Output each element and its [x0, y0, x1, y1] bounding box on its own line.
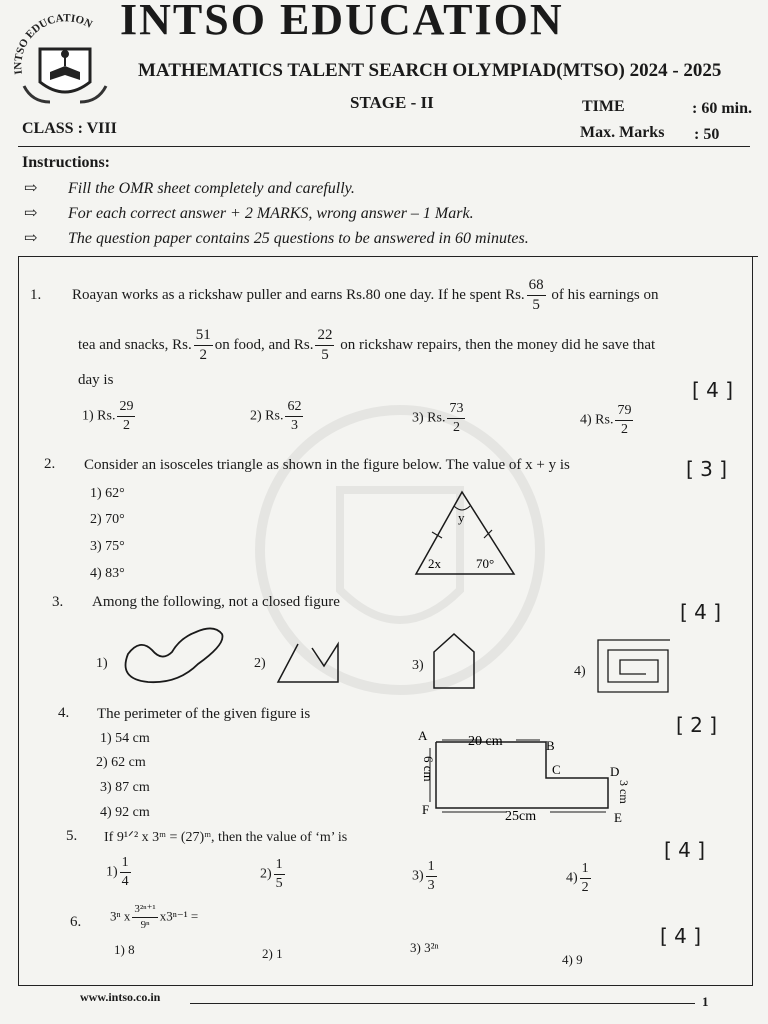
instruction-item: ⇨ Fill the OMR sheet completely and carefully.: [24, 180, 355, 197]
option-4: 4) Rs. $\frac{79}{2}$: [580, 403, 632, 437]
option-4: 4) 9: [562, 952, 583, 967]
question-1-line-1: Roayan works as a rickshaw puller and earns Rs.80 one day. If he spent Rs. $\frac{68}{5}$ of his earnings on: [72, 277, 659, 313]
time-value: : 60 min.: [692, 100, 752, 117]
label-E: E: [614, 810, 622, 825]
time-label: TIME: [582, 98, 625, 115]
question-number: 2.: [44, 456, 56, 472]
instruction-item: ⇨ The question paper contains 25 questions to be answered in 60 minutes.: [24, 230, 529, 247]
spiral-figure: [594, 636, 674, 696]
option-2: 2) 62 cm: [96, 755, 146, 770]
question-1-line-3: day is: [78, 372, 114, 388]
label-70: 70°: [476, 556, 495, 571]
question-4-text: The perimeter of the given figure is: [97, 706, 311, 722]
answer-mark: [ 4 ]: [692, 378, 734, 402]
option-2: 2) $\frac{1}{5}$: [260, 857, 283, 891]
option-4: 4): [574, 664, 586, 679]
option-3: 3) 3²ⁿ: [410, 940, 439, 955]
option-4: 4) $\frac{1}{2}$: [566, 861, 589, 895]
logo-text: INTSO EDUCATION: [12, 14, 95, 76]
answer-mark: [ 4 ]: [680, 600, 722, 624]
question-box-left: [18, 256, 19, 986]
question-2-text: Consider an isosceles triangle as shown in the figure below. The value of x + y is: [84, 457, 570, 473]
perimeter-figure: [410, 728, 640, 826]
instruction-item: ⇨ For each correct answer + 2 MARKS, wrong answer – 1 Mark.: [24, 205, 474, 222]
option-1: 1) $\frac{1}{4}$: [106, 855, 129, 889]
question-number: 4.: [58, 705, 70, 721]
question-5-text: If 9¹ᐟ² x 3ᵐ = (27)ᵐ, then the value of ‘m’ is: [104, 830, 348, 845]
class-label: CLASS : VIII: [22, 120, 117, 137]
label-3cm: 3 cm: [617, 780, 631, 804]
label-F: F: [422, 802, 430, 817]
label-20cm: 20 cm: [468, 734, 503, 749]
question-box-right: [752, 256, 753, 986]
arrow-right-icon: ⇨: [24, 230, 38, 247]
option-2: 2) 1: [262, 946, 283, 961]
label-6cm: 6 cm: [421, 756, 436, 782]
answer-mark: [ 4 ]: [660, 924, 702, 948]
arrow-right-icon: ⇨: [24, 180, 38, 197]
option-3: 3) 87 cm: [100, 780, 150, 795]
exam-subtitle: MATHEMATICS TALENT SEARCH OLYMPIAD(MTSO) 2024 - 2025: [138, 60, 722, 81]
footer-website: www.intso.co.in: [80, 990, 161, 1004]
page-title: INTSO EDUCATION: [120, 0, 564, 44]
closed-curve-figure: [118, 624, 230, 688]
label-B: B: [546, 738, 555, 753]
option-1: 1) 62°: [90, 486, 125, 501]
marks-label: Max. Marks: [580, 124, 665, 141]
option-4: 4) 92 cm: [100, 805, 150, 820]
instructions-heading: Instructions:: [22, 154, 111, 171]
label-D: D: [610, 764, 620, 779]
label-25cm: 25cm: [505, 809, 537, 824]
option-2: 2) Rs. $\frac{62}{3}$: [250, 399, 302, 433]
question-box-bottom: [18, 985, 753, 986]
option-3: 3) Rs. $\frac{73}{2}$: [412, 401, 464, 435]
question-number: 3.: [52, 594, 64, 610]
marks-value: : 50: [694, 126, 720, 143]
option-4: 4) 83°: [90, 566, 125, 581]
label-2x: 2x: [428, 556, 441, 571]
question-number: 6.: [70, 914, 82, 930]
question-3-text: Among the following, not a closed figure: [92, 594, 340, 610]
question-number: 1.: [30, 287, 42, 303]
arrow-right-icon: ⇨: [24, 205, 38, 222]
answer-mark: [ 2 ]: [676, 713, 718, 737]
footer-rule: [190, 1003, 695, 1004]
option-3: 3) $\frac{1}{3}$: [412, 859, 435, 893]
option-1: 1): [96, 656, 108, 671]
answer-mark: [ 4 ]: [664, 838, 706, 862]
pentagon-figure: [430, 632, 480, 692]
question-6-text: 3ⁿ x $\frac{\text{3²ⁿ⁺¹}}{\text{9ⁿ}}$ x3ⁿ⁻¹ =: [110, 903, 199, 931]
question-1-line-2: tea and snacks, Rs. $\frac{51}{2}$ on food, and Rs. $\frac{22}{5}$ on rickshaw repairs, then the money did he save that: [78, 327, 656, 363]
page-number: 1: [702, 994, 709, 1009]
label-C: C: [552, 762, 561, 777]
open-figure: [276, 640, 342, 686]
option-3: 3): [412, 658, 424, 673]
header-divider: [18, 146, 750, 147]
option-1: 1) 8: [114, 942, 135, 957]
option-2: 2) 70°: [90, 512, 125, 527]
stage-label: STAGE - II: [350, 93, 434, 112]
question-number: 5.: [66, 828, 78, 844]
option-1: 1) Rs. $\frac{29}{2}$: [82, 399, 134, 433]
question-box-top: [18, 256, 758, 257]
intso-logo-icon: [10, 14, 120, 106]
answer-mark: [ 3 ]: [686, 457, 728, 481]
option-1: 1) 54 cm: [100, 731, 150, 746]
option-2: 2): [254, 656, 266, 671]
triangle-figure: [410, 488, 520, 580]
option-3: 3) 75°: [90, 539, 125, 554]
label-y: y: [458, 510, 465, 525]
label-A: A: [418, 728, 428, 743]
